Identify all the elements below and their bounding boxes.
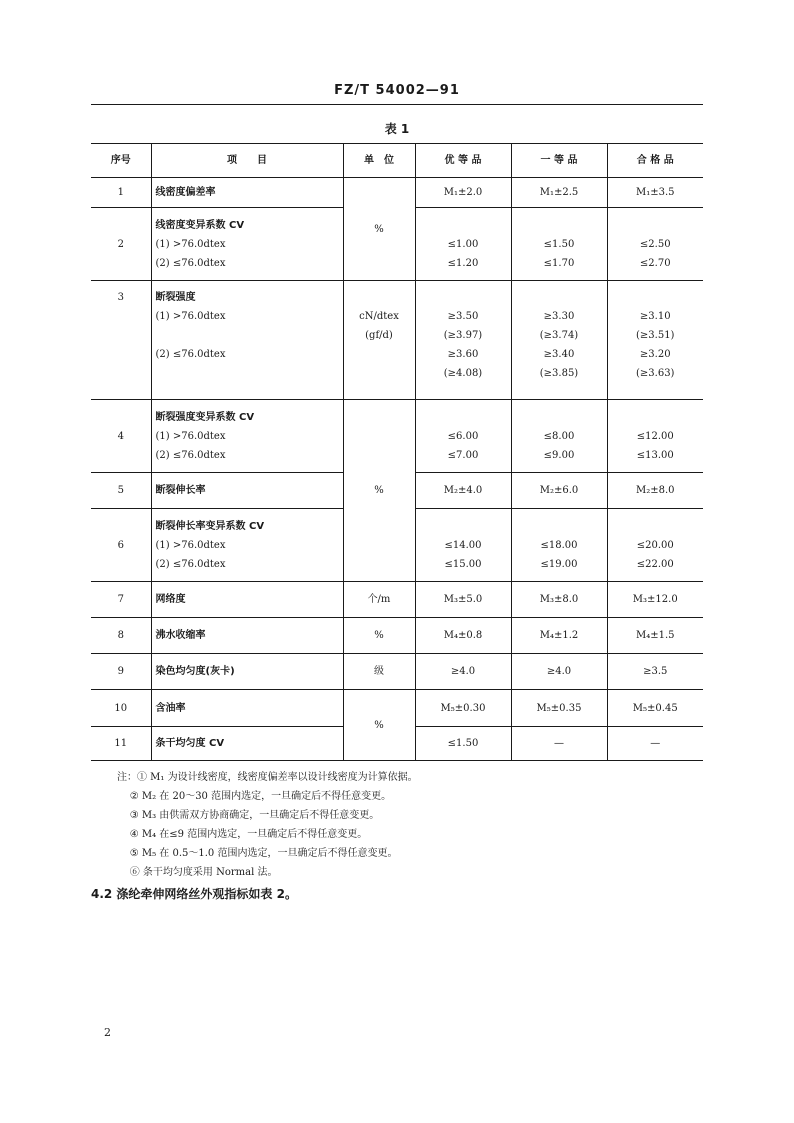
table-row: [91, 400, 703, 473]
table-row: [91, 618, 703, 654]
table-row: [91, 654, 703, 690]
value-premium: ≤14.00 ≤15.00: [415, 509, 511, 582]
value-premium: ≤1.00 ≤1.20: [415, 208, 511, 281]
row-item-title: 沸水收缩率: [155, 630, 206, 641]
row-item-sub: (2) ≤76.0dtex: [155, 449, 226, 461]
value-premium: ≥3.50 (≥3.97) ≥3.60 (≥4.08): [415, 281, 511, 400]
table-row: [91, 178, 703, 208]
value-premium: ≤1.50: [415, 727, 511, 761]
value-first: ≥4.0: [511, 654, 607, 690]
row-item: [151, 400, 343, 473]
row-no: 1: [91, 178, 151, 208]
value-qualified: —: [607, 727, 703, 761]
table-row: [91, 281, 703, 400]
row-unit: %: [343, 690, 415, 761]
header-grade-premium: 优 等 品: [415, 144, 511, 178]
value-premium: ≥4.0: [415, 654, 511, 690]
row-unit: %: [343, 178, 415, 281]
row-item: [151, 281, 343, 400]
row-unit: 个/m: [343, 582, 415, 618]
table-header-row: [91, 144, 703, 178]
value-first: M₃±8.0: [511, 582, 607, 618]
row-unit: %: [343, 400, 415, 582]
note-line: ④ M₄ 在≤9 范围内选定，一旦确定后不得任意变更。: [117, 829, 368, 840]
value-premium: M₃±5.0: [415, 582, 511, 618]
table-notes: [117, 768, 677, 882]
row-item: [151, 618, 343, 654]
row-item-title: 线密度变异系数 CV: [155, 219, 245, 231]
row-item: [151, 509, 343, 582]
value-qualified: ≥3.10 (≥3.51) ≥3.20 (≥3.63): [607, 281, 703, 400]
note-line: ⑥ 条干均匀度采用 Normal 法。: [117, 867, 278, 878]
header-grade-qualified: 合 格 品: [607, 144, 703, 178]
row-unit: cN/dtex (gf/d): [343, 281, 415, 400]
value-qualified: ≤2.50 ≤2.70: [607, 208, 703, 281]
value-first: ≤8.00 ≤9.00: [511, 400, 607, 473]
row-item: [151, 473, 343, 509]
value-first: M₂±6.0: [511, 473, 607, 509]
header-unit: 单 位: [343, 144, 415, 178]
row-item-title: 断裂伸长率: [155, 485, 206, 496]
value-premium: M₂±4.0: [415, 473, 511, 509]
value-premium: ≤6.00 ≤7.00: [415, 400, 511, 473]
note-line: ② M₂ 在 20～30 范围内选定，一旦确定后不得任意变更。: [117, 791, 392, 802]
header-grade-first: 一 等 品: [511, 144, 607, 178]
header-no: 序号: [91, 144, 151, 178]
value-first: M₁±2.5: [511, 178, 607, 208]
row-item-title: 条干均匀度 CV: [155, 738, 225, 749]
row-item-sub: (1) >76.0dtex: [155, 311, 226, 322]
note-line: ③ M₃ 由供需双方协商确定，一旦确定后不得任意变更。: [117, 810, 380, 821]
row-item-title: 含油率: [155, 702, 186, 714]
value-first: M₅±0.35: [511, 690, 607, 727]
row-item: [151, 208, 343, 281]
row-unit: %: [343, 618, 415, 654]
row-item-title: 染色均匀度(灰卡): [155, 666, 235, 677]
table-row: [91, 690, 703, 727]
row-no: 8: [91, 618, 151, 654]
row-item-title: 线密度偏差率: [155, 187, 216, 198]
row-no: 10: [91, 690, 151, 727]
row-no: 2: [91, 208, 151, 281]
value-premium: M₁±2.0: [415, 178, 511, 208]
row-no: 5: [91, 473, 151, 509]
row-item: [151, 690, 343, 727]
row-no: 9: [91, 654, 151, 690]
row-item-title: 断裂伸长率变异系数 CV: [155, 520, 265, 532]
row-item: [151, 582, 343, 618]
value-first: ≥3.30 (≥3.74) ≥3.40 (≥3.85): [511, 281, 607, 400]
row-item-title: 断裂强度变异系数 CV: [155, 411, 255, 423]
value-premium: M₅±0.30: [415, 690, 511, 727]
value-qualified: ≤20.00 ≤22.00: [607, 509, 703, 582]
row-item-sub: (2) ≤76.0dtex: [155, 349, 226, 360]
row-item-sub: (1) >76.0dtex: [155, 238, 226, 250]
document-code: FZ/T 54002—91: [334, 83, 460, 98]
value-qualified: M₄±1.5: [607, 618, 703, 654]
row-item: [151, 178, 343, 208]
value-qualified: ≥3.5: [607, 654, 703, 690]
spec-table: [91, 143, 703, 761]
row-no: 7: [91, 582, 151, 618]
value-first: M₄±1.2: [511, 618, 607, 654]
value-first: —: [511, 727, 607, 761]
table-caption: 表 1: [384, 122, 410, 136]
value-first: ≤18.00 ≤19.00: [511, 509, 607, 582]
row-item-sub: (2) ≤76.0dtex: [155, 558, 226, 570]
row-unit: 级: [343, 654, 415, 690]
row-item-title: 断裂强度: [155, 292, 196, 303]
row-no: 4: [91, 400, 151, 473]
row-item: [151, 654, 343, 690]
header-item: 项 目: [151, 144, 343, 178]
row-no: 6: [91, 509, 151, 582]
value-qualified: M₁±3.5: [607, 178, 703, 208]
row-item-title: 网络度: [155, 594, 186, 605]
value-qualified: ≤12.00 ≤13.00: [607, 400, 703, 473]
page-number: 2: [104, 1026, 111, 1039]
header-rule: [91, 104, 703, 105]
note-line: 注：① M₁ 为设计线密度，线密度偏差率以设计线密度为计算依据。: [117, 772, 418, 783]
value-qualified: M₂±8.0: [607, 473, 703, 509]
value-qualified: M₅±0.45: [607, 690, 703, 727]
value-premium: M₄±0.8: [415, 618, 511, 654]
section-4-2: 4.2 涤纶牵伸网络丝外观指标如表 2。: [91, 887, 297, 901]
row-item-sub: (1) >76.0dtex: [155, 430, 226, 442]
row-item-sub: (1) >76.0dtex: [155, 539, 226, 551]
row-no: 3: [91, 281, 151, 400]
note-line: ⑤ M₅ 在 0.5～1.0 范围内选定，一旦确定后不得任意变更。: [117, 848, 398, 859]
row-item: [151, 727, 343, 761]
value-qualified: M₃±12.0: [607, 582, 703, 618]
value-first: ≤1.50 ≤1.70: [511, 208, 607, 281]
table-row: [91, 582, 703, 618]
row-item-sub: (2) ≤76.0dtex: [155, 257, 226, 269]
row-no: 11: [91, 727, 151, 761]
